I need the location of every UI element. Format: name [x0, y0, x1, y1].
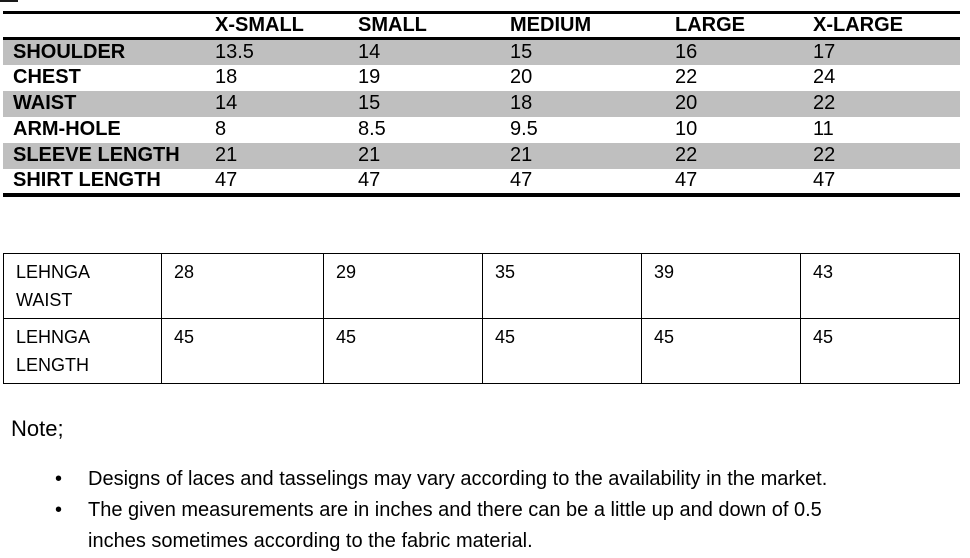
value-cell: 13.5 — [215, 40, 254, 63]
row-label: SHIRT LENGTH — [13, 169, 161, 191]
table-row — [3, 169, 960, 195]
value-cell: 22 — [813, 144, 836, 166]
value-cell: 19 — [358, 66, 381, 88]
value-cell: 14 — [358, 40, 381, 63]
value-cell: 39 — [642, 254, 801, 319]
value-cell: 15 — [510, 40, 533, 63]
value-cell: 47 — [813, 169, 836, 191]
note-heading: Note; — [11, 416, 64, 441]
list-item — [55, 464, 915, 495]
value-cell: 8.5 — [358, 118, 386, 140]
row-label: SHOULDER — [13, 40, 126, 63]
row-label: SLEEVE LENGTH — [13, 144, 180, 166]
note-list — [55, 464, 915, 557]
row-label — [4, 319, 162, 384]
value-cell: 16 — [675, 40, 698, 63]
value-cell: 22 — [813, 92, 836, 114]
value-cell: 28 — [162, 254, 324, 319]
lehnga-size-table — [3, 253, 960, 384]
table-row — [3, 39, 960, 65]
row-label: CHEST — [13, 66, 81, 88]
scan-artifact — [0, 0, 18, 2]
table-row — [4, 254, 960, 319]
value-cell: 45 — [801, 319, 960, 384]
header-row — [3, 13, 960, 39]
value-cell: 17 — [813, 40, 836, 63]
value-cell: 14 — [215, 92, 238, 114]
list-item — [55, 495, 915, 557]
value-cell: 15 — [358, 92, 381, 114]
header-cell: SMALL — [358, 14, 427, 36]
value-cell: 47 — [358, 169, 381, 191]
table-row — [3, 91, 960, 117]
value-cell: 9.5 — [510, 118, 538, 140]
value-cell: 20 — [675, 92, 698, 114]
value-cell: 11 — [813, 118, 834, 140]
shirt-size-table — [3, 11, 960, 197]
row-label: WAIST — [13, 92, 77, 114]
row-label: ARM-HOLE — [13, 118, 121, 140]
note-bullet-text: Designs of laces and tasselings may vary according to the availability in the market. — [88, 468, 828, 490]
value-cell: 8 — [215, 118, 227, 140]
value-cell: 10 — [675, 118, 698, 140]
value-cell: 45 — [483, 319, 642, 384]
header-cell: X-SMALL — [215, 14, 304, 36]
value-cell: 47 — [675, 169, 698, 191]
value-cell: 45 — [642, 319, 801, 384]
value-cell: 45 — [324, 319, 483, 384]
value-cell: 29 — [324, 254, 483, 319]
value-cell: 24 — [813, 66, 836, 88]
header-cell: MEDIUM — [510, 14, 592, 36]
bullet-icon: • — [55, 499, 63, 521]
value-cell: 18 — [215, 66, 238, 88]
table-row — [3, 117, 960, 143]
header-cell-empty — [3, 13, 215, 39]
header-cell: LARGE — [675, 14, 745, 36]
value-cell: 43 — [801, 254, 960, 319]
table-row — [4, 319, 960, 384]
value-cell: 20 — [510, 66, 533, 88]
value-cell: 21 — [358, 144, 381, 166]
value-cell: 21 — [215, 144, 238, 166]
bullet-icon: • — [55, 468, 63, 490]
value-cell: 47 — [510, 169, 533, 191]
value-cell: 35 — [483, 254, 642, 319]
table-row — [3, 143, 960, 169]
table-row — [3, 65, 960, 91]
value-cell: 47 — [215, 169, 238, 191]
header-cell: X-LARGE — [813, 14, 903, 36]
row-label — [4, 254, 162, 319]
note-bullet-text: The given measurements are in inches and there can be a little up and down of 0.5 inches sometimes according to the fabric material. — [88, 499, 822, 552]
value-cell: 22 — [675, 66, 698, 88]
value-cell: 45 — [162, 319, 324, 384]
row-label-text: LEHNGA WAIST — [16, 262, 90, 310]
value-cell: 21 — [510, 144, 533, 166]
row-label-text: LEHNGA LENGTH — [16, 327, 90, 375]
value-cell: 22 — [675, 144, 698, 166]
value-cell: 18 — [510, 92, 533, 114]
